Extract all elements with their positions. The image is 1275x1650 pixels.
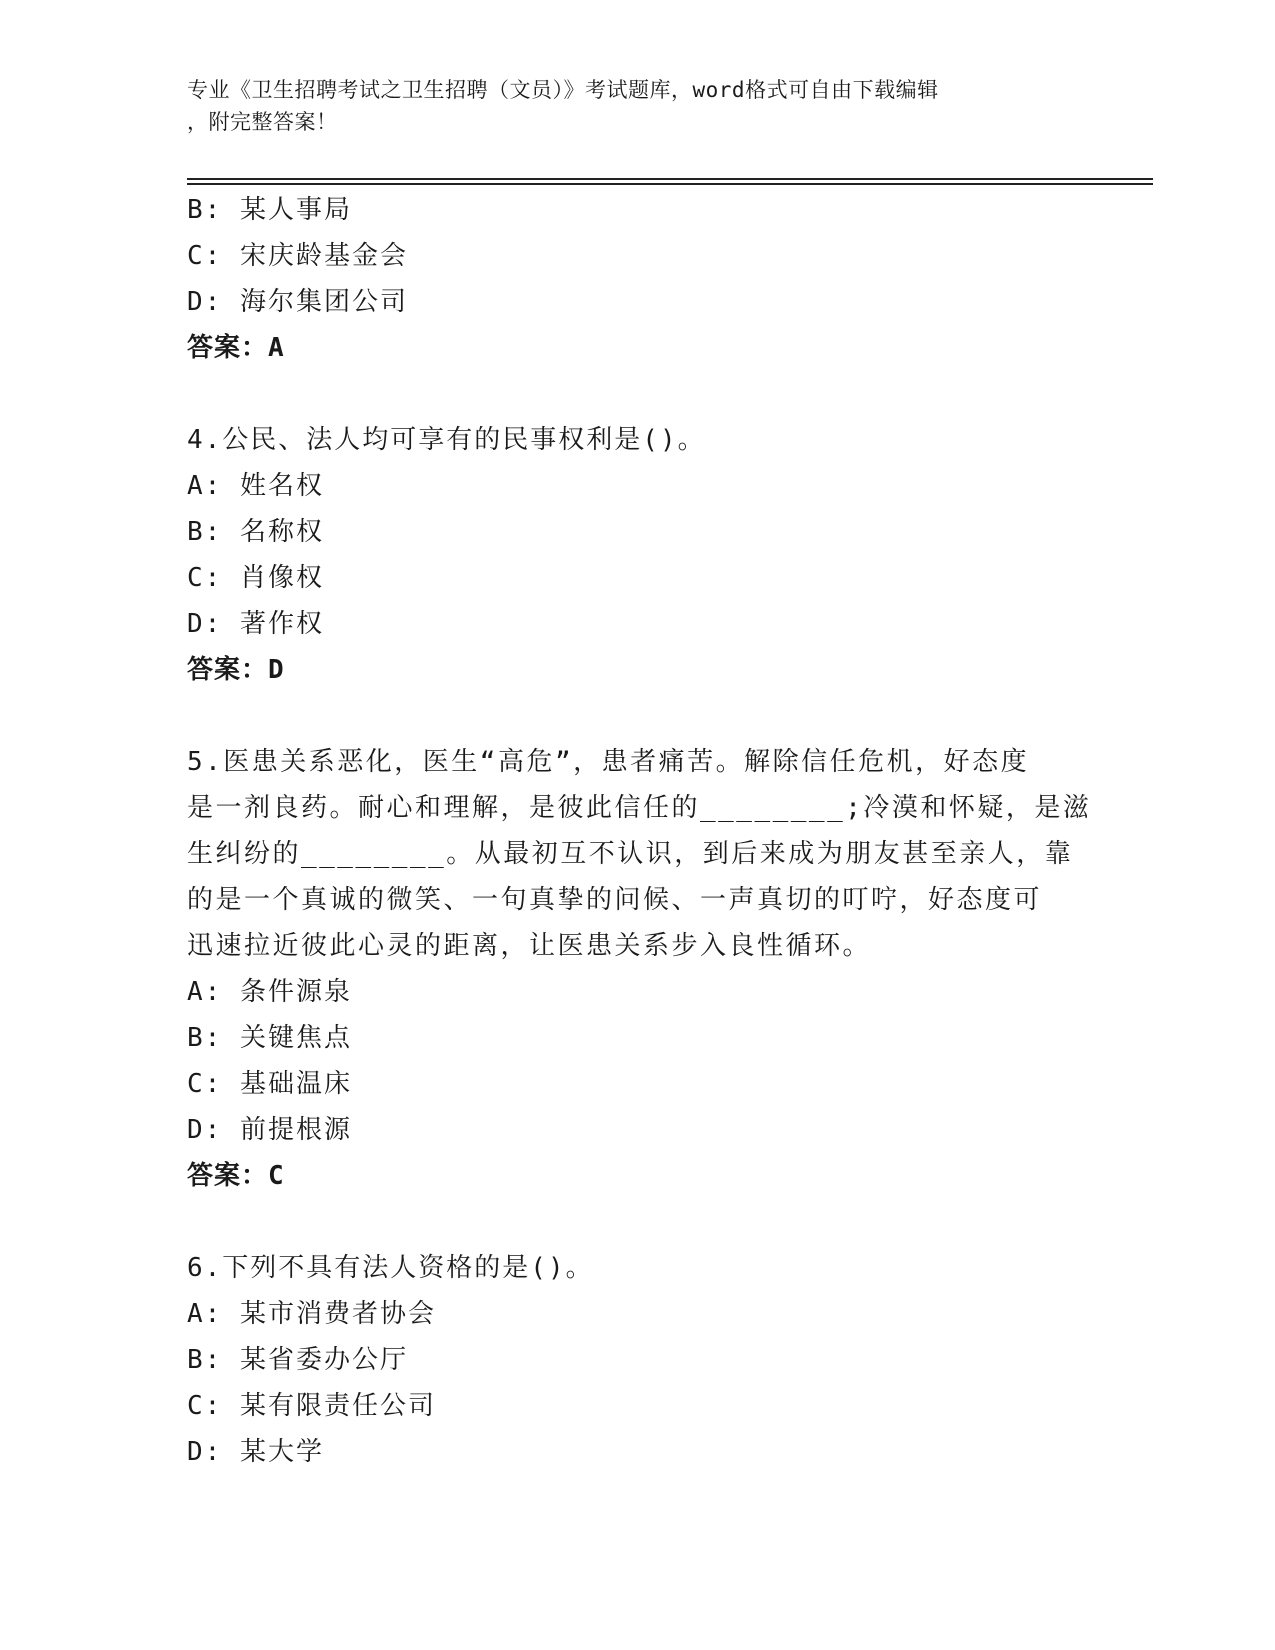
option-a: A: 某市消费者协会 xyxy=(187,1299,436,1329)
header-rule-bottom xyxy=(187,183,1153,185)
answer: 答案：C xyxy=(187,1161,285,1191)
answer: 答案：D xyxy=(187,655,285,685)
option-b: B: 名称权 xyxy=(187,517,324,547)
option-a: A: 条件源泉 xyxy=(187,977,352,1007)
question-5 xyxy=(187,739,1092,1199)
stem-line: 的是一个真诚的微笑、一句真挚的问候、一声真切的叮咛，好态度可 xyxy=(187,885,1043,915)
document-header xyxy=(187,74,1067,138)
question-3 xyxy=(187,187,1067,371)
spacer xyxy=(187,371,1067,417)
question-stem xyxy=(187,739,1092,969)
answer: 答案：A xyxy=(187,333,285,363)
option-d: D: 某大学 xyxy=(187,1437,324,1467)
stem-line: 迅速拉近彼此心灵的距离，让医患关系步入良性循环。 xyxy=(187,931,872,961)
option-d: D: 著作权 xyxy=(187,609,324,639)
option-d: D: 海尔集团公司 xyxy=(187,287,408,317)
option-c: C: 基础温床 xyxy=(187,1069,352,1099)
option-b: B: 关键焦点 xyxy=(187,1023,352,1053)
stem-line: 是一剂良药。耐心和理解，是彼此信任的________;冷漠和怀疑，是滋 xyxy=(187,793,1092,823)
spacer xyxy=(187,1199,1067,1245)
header-line-1: 专业《卫生招聘考试之卫生招聘（文员）》考试题库，word格式可自由下载编辑 xyxy=(187,78,939,102)
header-rule-top xyxy=(187,178,1153,180)
option-c: C: 肖像权 xyxy=(187,563,324,593)
question-list xyxy=(187,187,1092,1475)
option-a: A: 姓名权 xyxy=(187,471,324,501)
spacer xyxy=(187,693,1067,739)
option-c: C: 宋庆龄基金会 xyxy=(187,241,408,271)
stem-line: 5.医患关系恶化，医生“高危”，患者痛苦。解除信任危机，好态度 xyxy=(187,747,1030,777)
option-b: B: 某省委办公厅 xyxy=(187,1345,408,1375)
question-4 xyxy=(187,417,1067,693)
stem-line: 生纠纷的________。从最初互不认识，到后来成为朋友甚至亲人，靠 xyxy=(187,839,1074,869)
option-b: B: 某人事局 xyxy=(187,195,352,225)
option-d: D: 前提根源 xyxy=(187,1115,352,1145)
question-stem: 4.公民、法人均可享有的民事权利是()。 xyxy=(187,425,706,455)
option-c: C: 某有限责任公司 xyxy=(187,1391,436,1421)
header-line-2: ，附完整答案！ xyxy=(187,110,338,134)
question-6 xyxy=(187,1245,1067,1475)
question-stem: 6.下列不具有法人资格的是()。 xyxy=(187,1253,594,1283)
